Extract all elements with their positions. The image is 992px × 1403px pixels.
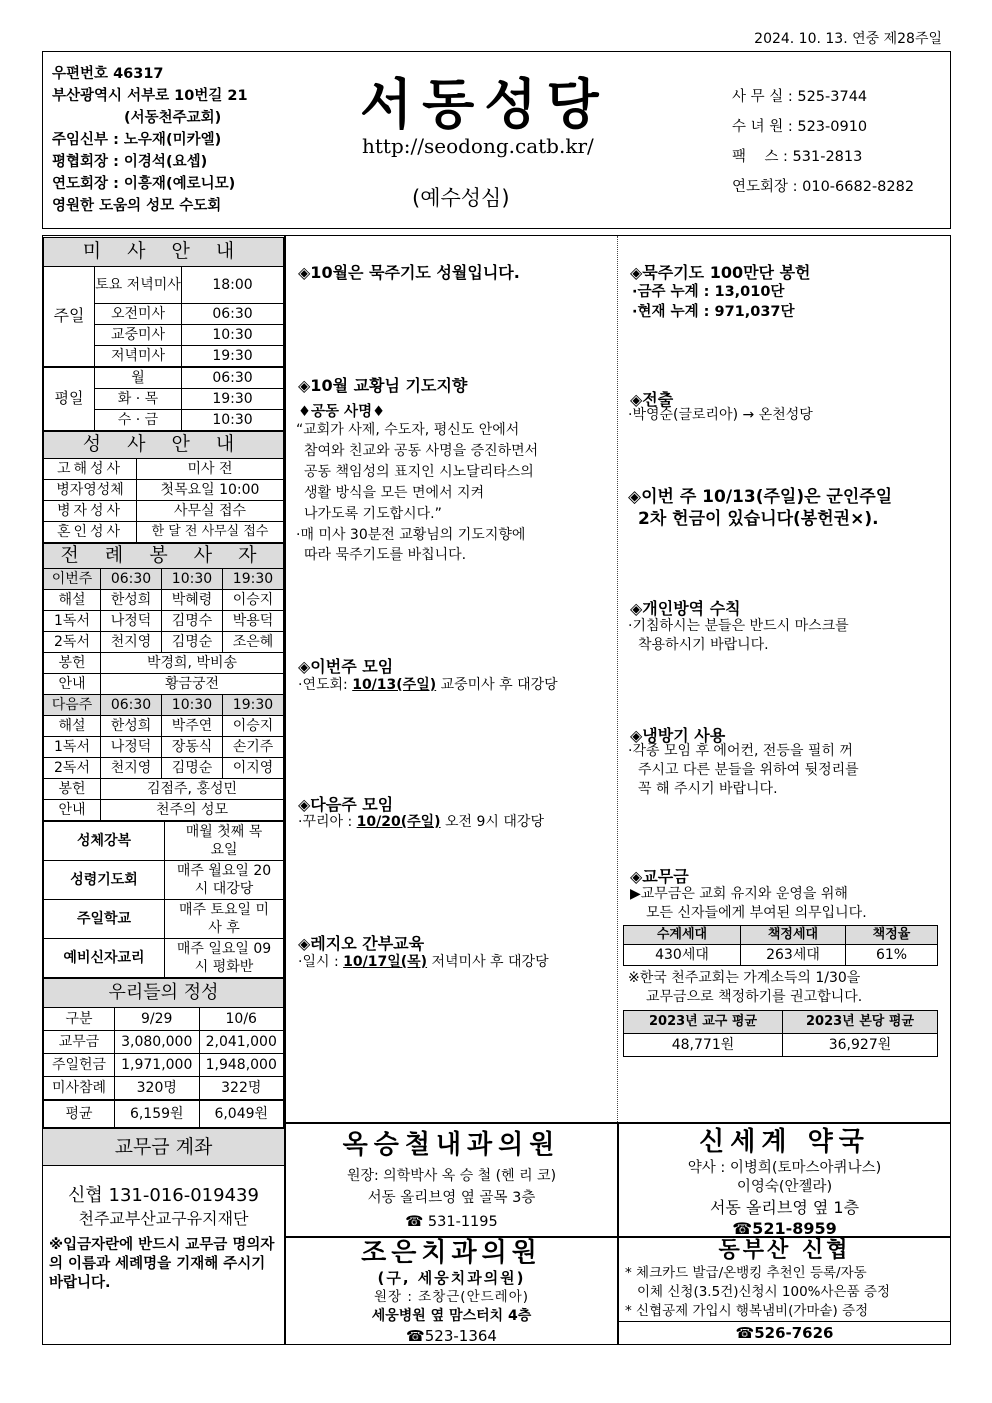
offering-value: 1,948,000 [199,1054,284,1077]
quarantine-text: ·기침하시는 분들은 반드시 마스크를 착용하시기 바랍니다. [628,618,849,653]
server-name: 박혜령 [161,590,222,611]
schedule-name: 주일학교 [44,900,165,939]
rosary-million-title: ◈묵주기도 100만단 봉헌 [630,263,811,282]
ad-credit-union-line: * 체크카드 발급/온뱅킹 추천인 등록/자동 [625,1265,867,1281]
server-name: 천주의 성모 [101,800,284,821]
offering-row-label: 교무금 [44,1031,115,1054]
sacrament-title: 성 사 안 내 [44,432,284,459]
servers-week-label: 이번주 [44,569,101,590]
account-number: 신협 131-016-019439 [43,1165,284,1208]
server-role: 봉헌 [44,653,101,674]
offering-row-label: 주일헌금 [44,1054,115,1077]
mass-name: 교중미사 [95,325,182,346]
servers-time: 10:30 [161,695,222,716]
server-role: 1독서 [44,737,101,758]
dues-col-head: 책정율 [846,926,938,945]
server-name: 이지영 [222,758,283,779]
server-role: 1독서 [44,611,101,632]
dues-col-head: 수계세대 [624,926,741,945]
sacrament-info: 첫목요일 10:00 [137,480,284,501]
sacrament-name: 병자영성체 [44,480,137,501]
dues-value: 430세대 [624,945,741,966]
sacrament-name: 병자성사 [44,501,137,522]
server-name: 김명순 [161,758,222,779]
account-holder: 천주교부산교구유지재단 [78,1209,249,1228]
schedule-name: 예비신자교리 [44,939,165,978]
ad-pharmacy [619,1125,950,1239]
next-week-meeting-text: ·꾸리아 : 10/20(주일) 오전 9시 대강당 [298,814,544,830]
ad-clinic-phone: ☎ 531-1195 [405,1214,498,1230]
ad-credit-union-name: 동부산 신협 [718,1238,851,1263]
next-week-meeting-title: ◈다음주 모임 [298,795,394,814]
ad-credit-union-line: * 신협공제 가입시 행복냄비(가마솥) 증정 [619,1302,950,1322]
ad-pharmacy-name: 신세계 약국 [699,1127,870,1157]
ad-dental-name: 조은치과의원 [361,1238,542,1268]
server-name: 김점주, 홍성민 [101,779,284,800]
server-role: 안내 [44,800,101,821]
schedule-time: 매주 월요일 20시 대강당 [165,861,284,900]
offering-value: 3,080,000 [115,1031,200,1054]
schedule-time: 매월 첫째 목요일 [165,822,284,861]
server-role: 해설 [44,590,101,611]
mass-time: 18:00 [182,267,284,304]
server-role: 해설 [44,716,101,737]
server-name: 장동식 [161,737,222,758]
mass-time: 19:30 [182,346,284,368]
schedule-name: 성령기도회 [44,861,165,900]
pope-intention-title: ◈10월 교황님 기도지향 [298,376,468,395]
server-name: 황금궁전 [101,674,284,695]
offering-row-label: 미사참례 [44,1077,115,1101]
server-name: 김명수 [161,611,222,632]
server-name: 한성희 [101,590,162,611]
quarantine-title: ◈개인방역 수칙 [630,599,741,618]
ad-clinic-name: 옥승철내과의원 [342,1130,561,1160]
military-sunday-notice: ◈이번 주 10/13(주일)은 군인주일 2차 헌금이 있습니다(봉헌권×). [628,487,893,529]
server-name: 손기주 [222,737,283,758]
dues-avg-value: 48,771원 [624,1034,783,1057]
ad-credit-union-phone: ☎526-7626 [735,1324,834,1342]
mass-title: 미 사 안 내 [44,238,284,267]
dues-avg-value: 36,927원 [783,1034,938,1057]
server-name: 나정덕 [101,737,162,758]
schedule-time: 매주 일요일 09시 평화반 [165,939,284,978]
dues-col-head: 책정세대 [741,926,846,945]
servers-time: 06:30 [101,569,162,590]
mass-name: 오전미사 [95,304,182,325]
server-name: 박경희, 박비송 [101,653,284,674]
mass-table [43,237,284,431]
ad-credit-union-line: 이체 신청(3.5건)신청시 100%사은품 증정 [637,1284,891,1300]
servers-title: 전 례 봉 사 자 [44,544,284,569]
mass-name: 월 [95,367,182,389]
server-role: 봉헌 [44,779,101,800]
server-role: 안내 [44,674,101,695]
servers-time: 06:30 [101,695,162,716]
ad-pharmacy-location: 서동 올리브영 옆 1층 [709,1198,860,1217]
servers-time: 19:30 [222,569,283,590]
account-note: ※입금자란에 반드시 교무금 명의자의 이름과 세례명을 기재해 주시기 바랍니다. [49,1237,275,1291]
offering-value: 320명 [115,1077,200,1101]
regular-schedule-table [43,821,284,978]
dues-avg-head: 2023년 본당 평균 [783,1011,938,1034]
account-title: 교무금 계좌 [43,1128,284,1165]
mass-name: 수 · 금 [95,410,182,431]
ad-dental-location: 세웅병원 옆 맘스터치 4층 [371,1308,532,1324]
ad-internal-clinic [286,1125,617,1235]
offering-value: 322명 [199,1077,284,1101]
rosary-million-counts: ·금주 누계 : 13,010단 ·현재 누계 : 971,037단 [632,284,795,320]
offering-value: 6,159원 [115,1100,200,1128]
aircon-title: ◈냉방기 사용 [630,726,726,745]
mass-time: 06:30 [182,304,284,325]
ad-dental-director: 원장 : 조창근(안드레아) [373,1289,530,1305]
this-week-meeting-text: ·연도회: 10/13(주일) 교중미사 후 대강당 [298,677,558,693]
dues-recommendation: ※한국 천주교회는 가계소득의 1/30을 교무금으로 책정하기를 권고합니다. [628,970,863,1005]
parish-subtitle: (예수성심) [412,186,510,210]
dues-average-table [623,1010,938,1057]
server-name: 조은혜 [222,632,283,653]
dues-avg-head: 2023년 교구 평균 [624,1011,783,1034]
parish-address: 우편번호 46317 부산광역시 서부로 10번길 21 (서동천주교회) 주임신부 : 노우재(미카엘) 평협회장 : 이경석(요셉) 연도회장 : 이흥재(예로니모) 영원한 도움의 성모 수도회 [52,66,248,214]
parish-url[interactable]: http://seodong.catb.kr/ [362,134,594,158]
offering-value: 1,971,000 [115,1054,200,1077]
ad-pharmacy-owner-2: 이영숙(안젤라) [736,1179,833,1195]
servers-time: 10:30 [161,569,222,590]
weekday-label: 평일 [44,367,95,431]
ad-clinic-director: 원장: 의학박사 옥 승 철 (헨 리 코) [346,1168,557,1184]
ad-dental-phone: ☎523-1364 [406,1327,497,1345]
sacrament-name: 고해성사 [44,459,137,480]
offering-col-head: 9/29 [115,1008,200,1031]
mass-time: 06:30 [182,367,284,389]
mass-time: 10:30 [182,325,284,346]
transfer-title: ◈전출 [630,390,674,409]
server-name: 천지영 [101,758,162,779]
ad-dental [286,1238,617,1346]
issue-date: 2024. 10. 13. 연중 제28주일 [754,31,942,47]
contact-numbers: 사 무 실 : 525-3744 수 녀 원 : 523-0910 팩 스 : 531-2813 연도회장 : 010-6682-8282 [732,89,915,195]
server-name: 천지영 [101,632,162,653]
ad-pharmacy-phone: ☎521-8959 [732,1219,837,1238]
ad-clinic-location: 서동 올리브영 옆 골목 3층 [367,1190,536,1206]
mass-name: 토요 저녁미사 [95,267,182,304]
server-name: 김명순 [161,632,222,653]
server-name: 나정덕 [101,611,162,632]
dues-value: 61% [846,945,938,966]
offering-title: 우리들의 정성 [44,979,284,1008]
this-week-meeting-title: ◈이번주 모임 [298,657,394,676]
dues-title: ◈교무금 [630,867,689,886]
mass-time: 19:30 [182,389,284,410]
parish-title: 서동성당 [360,73,609,136]
sacrament-table [43,431,284,543]
middle-column-divider [617,236,619,1122]
server-name: 이승지 [222,590,283,611]
dues-rate-table [623,925,938,966]
server-role: 2독서 [44,632,101,653]
sacrament-info: 한 달 전 사무실 접수 [137,522,284,543]
servers-table [43,543,284,821]
pope-intention-subtitle: ♦공동 사명♦ [298,404,386,420]
server-name: 박주연 [161,716,222,737]
offering-value: 2,041,000 [199,1031,284,1054]
schedule-name: 성체강복 [44,822,165,861]
offering-table [43,978,284,1128]
server-name: 이승지 [222,716,283,737]
servers-time: 19:30 [222,695,283,716]
ad-credit-union [619,1238,950,1344]
ad-dental-former: (구, 세웅치과의원) [377,1269,526,1287]
legio-training-text: ·일시 : 10/17일(목) 저녁미사 후 대강당 [298,954,549,970]
offering-col-head: 구분 [44,1008,115,1031]
dues-text: ▶교무금은 교회 유지와 운영을 위해 모든 신자들에게 부여된 의무입니다. [630,886,867,921]
legio-training-title: ◈레지오 간부교육 [298,934,425,953]
aircon-text: ·각종 모임 후 에어컨, 전등을 필히 꺼 주시고 다른 분들을 위하여 뒷정리를 꼭 해 주시기 바랍니다. [628,743,859,797]
mass-time: 10:30 [182,410,284,431]
sacrament-info: 미사 전 [137,459,284,480]
offering-row-label: 평균 [44,1100,115,1128]
server-name: 한성희 [101,716,162,737]
left-column [43,237,284,1293]
schedule-time: 매주 토요일 미사 후 [165,900,284,939]
sacrament-info: 사무실 접수 [137,501,284,522]
server-name: 박용덕 [222,611,283,632]
dues-value: 263세대 [741,945,846,966]
servers-week-label: 다음주 [44,695,101,716]
rosary-month-title: ◈10월은 묵주기도 성월입니다. [298,263,520,282]
transfer-text: ·박영순(글로리아) → 온천성당 [628,407,813,423]
offering-value: 6,049원 [199,1100,284,1128]
pope-intention-text: “교회가 사제, 수도자, 평신도 안에서 참여와 친교와 공동 사명을 증진하면서 공동 책임성의 표지인 시노달리타스의 생활 방식을 모든 면에서 지켜 나가도록 기도합시다.” ·매 미사 30분전 교황님의 기도지향에 따라 묵주기도를 바칩니다. [296,422,539,563]
mass-name: 저녁미사 [95,346,182,368]
offering-col-head: 10/6 [199,1008,284,1031]
server-role: 2독서 [44,758,101,779]
mass-name: 화 · 목 [95,389,182,410]
sacrament-name: 혼인성사 [44,522,137,543]
sunday-label: 주일 [44,267,95,368]
ad-pharmacy-owner: 약사 : 이병희(토마스아퀴나스) [687,1160,882,1176]
